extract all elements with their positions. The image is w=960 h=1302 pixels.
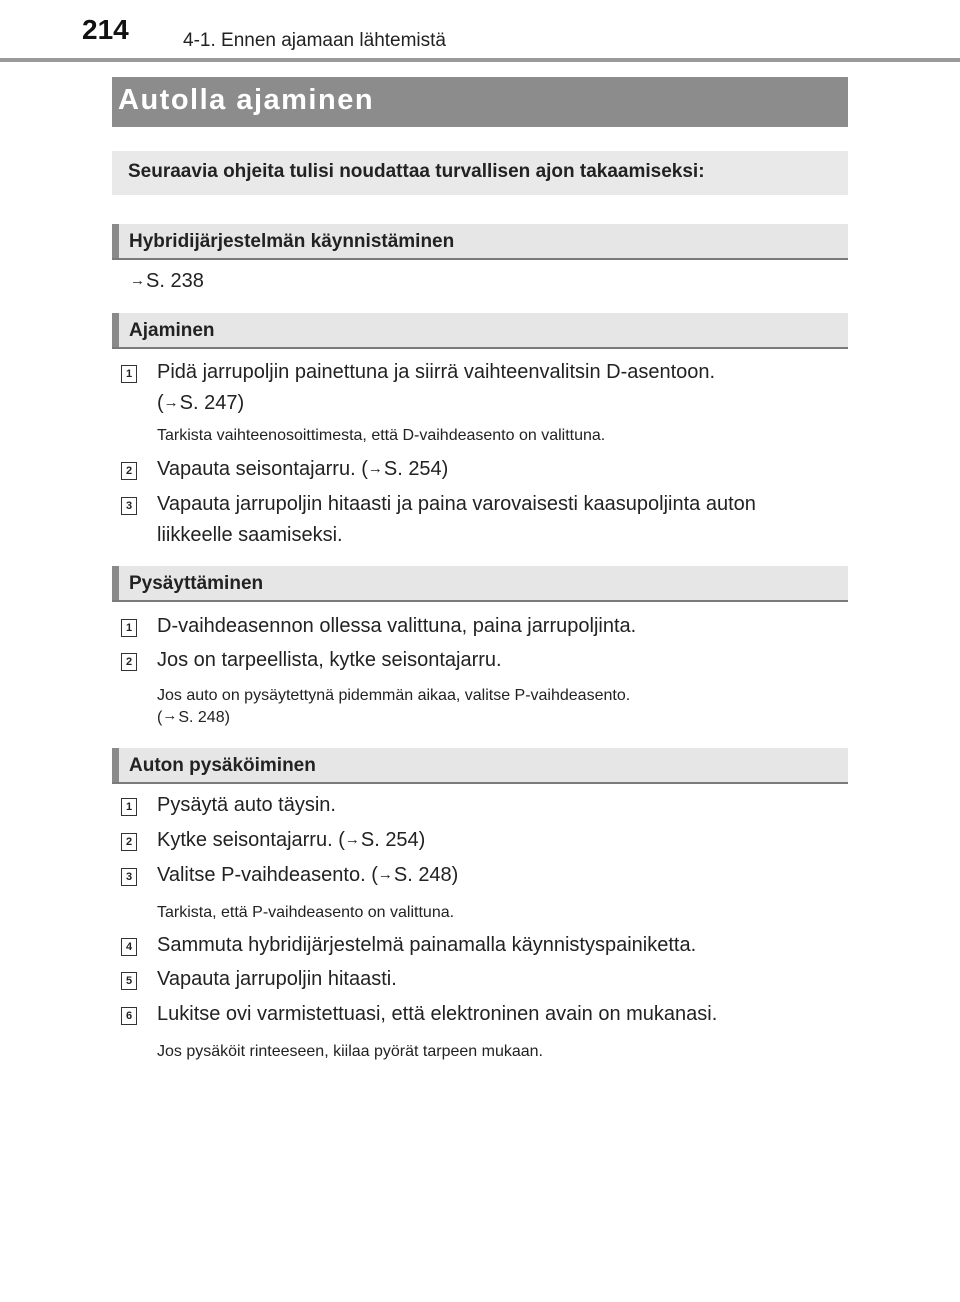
arrow-right-icon: → <box>344 831 360 848</box>
stopping-note-reference[interactable]: (→S. 248) <box>157 707 230 726</box>
page-reference-text: S. 238 <box>146 270 204 292</box>
step-number-badge: 4 <box>121 938 137 956</box>
step-number-badge: 2 <box>121 653 137 671</box>
section-heading-hybrid-start <box>112 224 848 260</box>
page-reference-link[interactable]: S. 254) <box>383 458 449 480</box>
section-heading-driving <box>112 313 848 349</box>
step-number-badge: 3 <box>121 497 137 515</box>
section-accent <box>112 566 119 600</box>
parking-step-1-text: Pysäytä auto täysin. <box>157 794 336 816</box>
section-heading-text: Auton pysäköiminen <box>129 755 316 776</box>
page-title-bar <box>112 77 848 127</box>
driving-step-1-text: Pidä jarrupoljin painettuna ja siirrä vaihteenvalitsin D-asentoon. <box>157 361 716 383</box>
page-reference-link[interactable]: S. 254) <box>360 829 426 851</box>
step-number-badge: 2 <box>121 833 137 851</box>
step-number-badge: 5 <box>121 972 137 990</box>
intro-box <box>112 151 848 195</box>
stopping-step-1-text: D-vaihdeasennon ollessa valittuna, paina jarrupoljinta. <box>157 615 637 637</box>
parking-step-4-text: Sammuta hybridijärjestelmä painamalla käynnistyspainiketta. <box>157 934 697 956</box>
stopping-note: Jos auto on pysäytettynä pidemmän aikaa, valitse P-vaihdeasento. <box>157 687 631 704</box>
section-heading-text: Hybridijärjestelmän käynnistäminen <box>129 231 455 252</box>
page-header <box>0 0 960 62</box>
stopping-step-2-text: Jos on tarpeellista, kytke seisontajarru. <box>157 649 502 671</box>
chapter-title: 4-1. Ennen ajamaan lähtemistä <box>183 30 446 51</box>
section-heading-text: Pysäyttäminen <box>129 573 264 594</box>
parking-step-3-text: Valitse P-vaihdeasento. (→S. 248) <box>157 864 459 886</box>
arrow-right-icon: → <box>377 866 393 883</box>
section-heading-parking <box>112 748 848 784</box>
page-number: 214 <box>82 14 129 45</box>
driving-step-1-reference[interactable]: (→S. 247) <box>157 392 245 414</box>
step-number-badge: 3 <box>121 868 137 886</box>
section-accent <box>112 748 119 782</box>
section-heading-stopping <box>112 566 848 602</box>
step-number-badge: 1 <box>121 619 137 637</box>
intro-text: Seuraavia ohjeita tulisi noudattaa turvallisen ajon takaamiseksi: <box>128 161 705 182</box>
section-accent <box>112 313 119 347</box>
driving-step-2-text: Vapauta seisontajarru. (→S. 254) <box>157 458 449 480</box>
page-title: Autolla ajaminen <box>118 84 375 116</box>
driving-step-3-text: Vapauta jarrupoljin hitaasti ja paina varovaisesti kaasupoljinta auton <box>157 493 756 515</box>
step-number-badge: 1 <box>121 798 137 816</box>
driving-step-3-text-cont: liikkeelle saamiseksi. <box>157 524 343 546</box>
arrow-right-icon: → <box>162 707 178 724</box>
step-number-badge: 6 <box>121 1007 137 1025</box>
arrow-right-icon: → <box>130 272 145 289</box>
section-heading-text: Ajaminen <box>129 320 215 341</box>
section-accent <box>112 224 119 258</box>
arrow-right-icon: → <box>163 394 179 411</box>
driving-step-1-note: Tarkista vaihteenosoittimesta, että D-vaihdeasento on valittuna. <box>157 427 606 444</box>
parking-step-2-text: Kytke seisontajarru. (→S. 254) <box>157 829 426 851</box>
parking-step-3-note: Tarkista, että P-vaihdeasento on valittuna. <box>157 904 455 921</box>
step-number-badge: 1 <box>121 365 137 383</box>
page-reference-link[interactable]: S. 248) <box>393 864 459 886</box>
step-number-badge: 2 <box>121 462 137 480</box>
header-rule <box>0 58 960 62</box>
parking-step-6-text: Lukitse ovi varmistettuasi, että elektroninen avain on mukanasi. <box>157 1003 718 1025</box>
parking-step-6-note: Jos pysäköit rinteeseen, kiilaa pyörät tarpeen mukaan. <box>157 1043 543 1060</box>
arrow-right-icon: → <box>367 460 383 477</box>
hybrid-page-reference[interactable] <box>130 270 204 293</box>
parking-step-5-text: Vapauta jarrupoljin hitaasti. <box>157 968 397 990</box>
